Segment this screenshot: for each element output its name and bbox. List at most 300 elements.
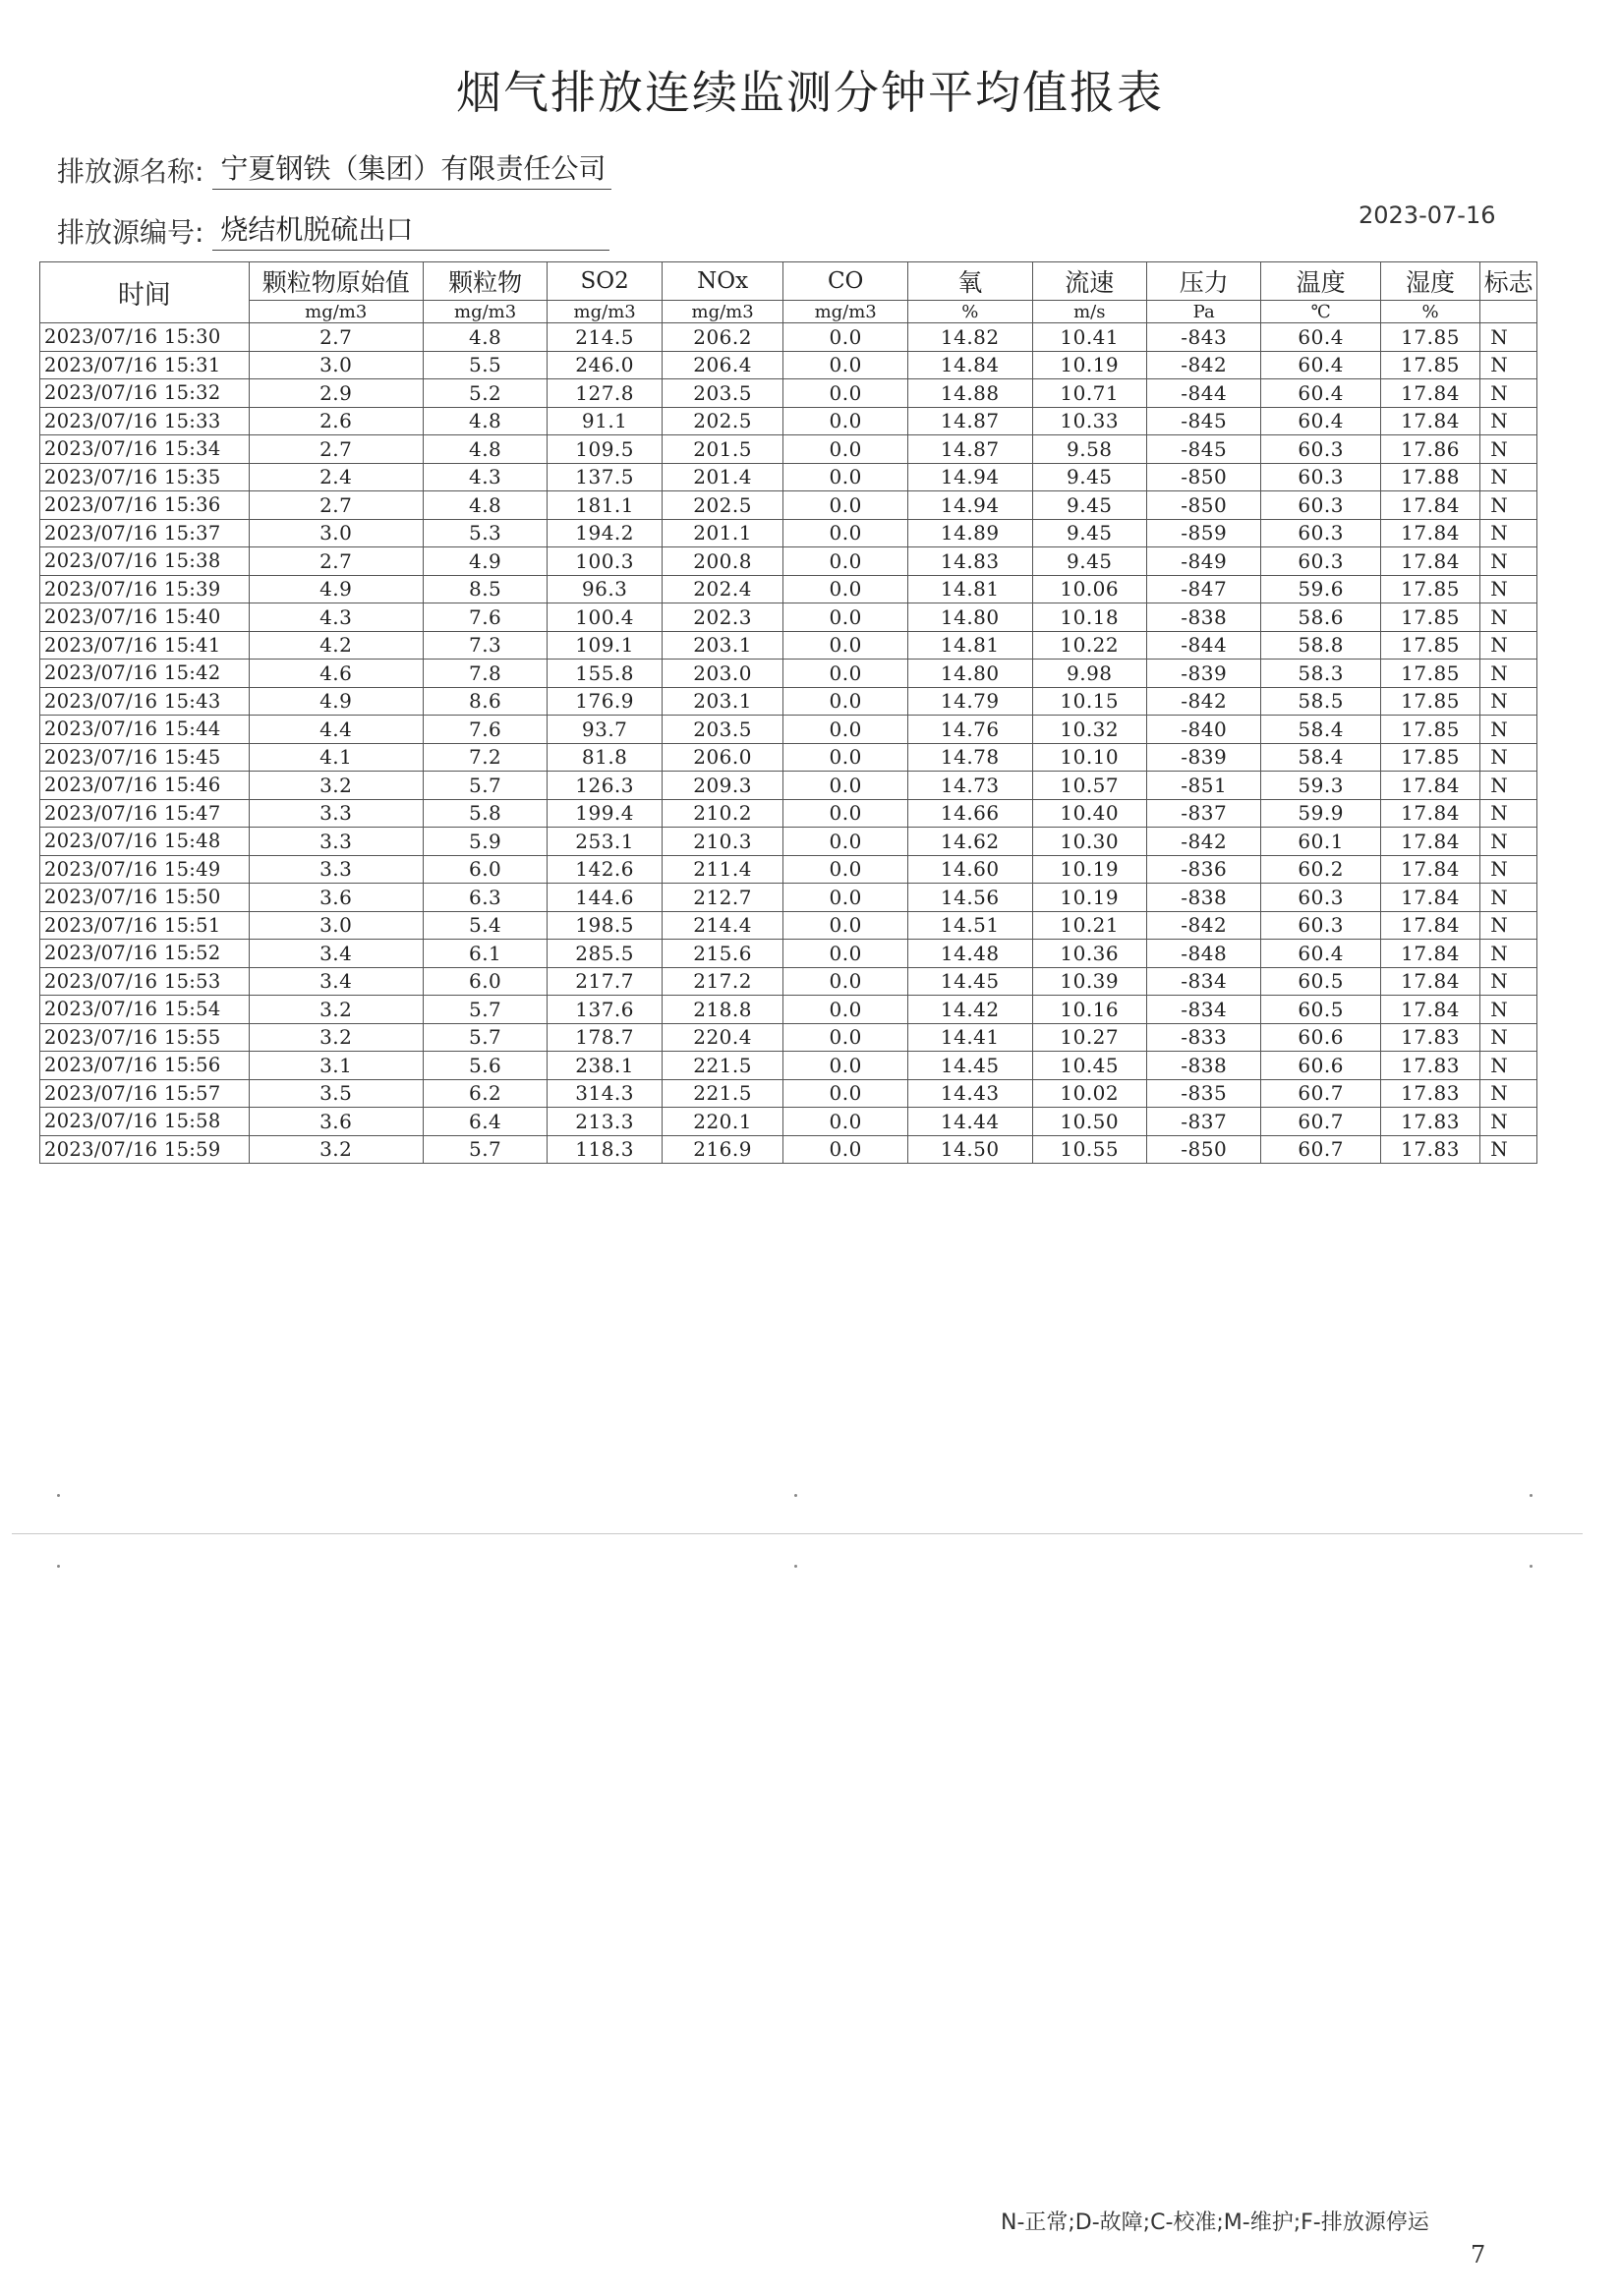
table-row [40,884,1537,912]
flag-cell: N [1480,323,1537,352]
particulate-cell: 5.3 [423,519,548,547]
flag-cell: N [1480,743,1537,772]
oxygen-cell: 14.42 [907,996,1032,1024]
humidity-cell: 17.85 [1380,716,1479,744]
oxygen-cell: 14.82 [907,323,1032,352]
pressure-cell: -842 [1146,351,1260,379]
raw-particulate-cell: 2.6 [249,407,423,435]
particulate-cell: 6.0 [423,967,548,996]
flow-rate-cell: 10.19 [1032,351,1146,379]
flag-cell: N [1480,1108,1537,1136]
so2-cell: 137.5 [548,463,662,491]
table-body [40,323,1537,1164]
table-row [40,1108,1537,1136]
oxygen-cell: 14.60 [907,855,1032,884]
pressure-cell: -851 [1146,772,1260,800]
flow-rate-cell: 10.22 [1032,631,1146,660]
humidity-cell: 17.84 [1380,547,1479,576]
flow-rate-cell: 10.39 [1032,967,1146,996]
pressure-cell: -844 [1146,631,1260,660]
oxygen-cell: 14.73 [907,772,1032,800]
humidity-cell: 17.84 [1380,884,1479,912]
table-row [40,1079,1537,1108]
raw-particulate-cell: 4.4 [249,716,423,744]
nox-cell: 201.4 [662,463,783,491]
temperature-cell: 60.6 [1261,1023,1381,1052]
temperature-cell: 60.3 [1261,547,1381,576]
humidity-cell: 17.84 [1380,855,1479,884]
temperature-cell: 59.9 [1261,799,1381,828]
flow-rate-cell: 10.15 [1032,687,1146,716]
flag-cell: N [1480,1052,1537,1080]
nox-cell: 202.5 [662,491,783,520]
pressure-cell: -842 [1146,828,1260,856]
co-cell: 0.0 [783,1108,908,1136]
so2-cell: 155.8 [548,660,662,688]
co-cell: 0.0 [783,660,908,688]
header-oxygen: 氧 [907,262,1032,301]
co-cell: 0.0 [783,996,908,1024]
nox-cell: 206.2 [662,323,783,352]
particulate-cell: 7.6 [423,603,548,632]
flow-rate-cell: 10.45 [1032,1052,1146,1080]
table-row [40,996,1537,1024]
flag-cell: N [1480,996,1537,1024]
co-cell: 0.0 [783,799,908,828]
so2-cell: 109.5 [548,435,662,464]
temperature-cell: 60.3 [1261,884,1381,912]
temperature-cell: 58.3 [1261,660,1381,688]
flow-rate-cell: 10.36 [1032,940,1146,968]
oxygen-cell: 14.83 [907,547,1032,576]
flag-cell: N [1480,799,1537,828]
oxygen-cell: 14.78 [907,743,1032,772]
temperature-cell: 60.1 [1261,828,1381,856]
co-cell: 0.0 [783,379,908,408]
particulate-cell: 6.3 [423,884,548,912]
temperature-cell: 59.3 [1261,772,1381,800]
pressure-cell: -848 [1146,940,1260,968]
nox-cell: 209.3 [662,772,783,800]
raw-particulate-cell: 3.3 [249,855,423,884]
humidity-cell: 17.84 [1380,940,1479,968]
raw-particulate-cell: 2.7 [249,547,423,576]
oxygen-cell: 14.66 [907,799,1032,828]
time-cell: 2023/07/16 15:50 [40,884,250,912]
raw-particulate-cell: 3.2 [249,1023,423,1052]
co-cell: 0.0 [783,1023,908,1052]
flow-rate-cell: 9.45 [1032,519,1146,547]
co-cell: 0.0 [783,519,908,547]
temperature-cell: 60.4 [1261,323,1381,352]
scan-speck [57,1565,60,1568]
humidity-cell: 17.83 [1380,1108,1479,1136]
time-cell: 2023/07/16 15:38 [40,547,250,576]
time-cell: 2023/07/16 15:44 [40,716,250,744]
page-number: 7 [1471,2241,1486,2268]
header-row [40,262,1537,301]
so2-cell: 96.3 [548,575,662,603]
flow-rate-cell: 9.98 [1032,660,1146,688]
table-row [40,435,1537,464]
temperature-cell: 60.3 [1261,519,1381,547]
pressure-cell: -835 [1146,1079,1260,1108]
nox-cell: 215.6 [662,940,783,968]
temperature-cell: 60.7 [1261,1108,1381,1136]
nox-cell: 221.5 [662,1052,783,1080]
oxygen-cell: 14.45 [907,967,1032,996]
source-code-row [57,208,609,251]
particulate-cell: 4.8 [423,491,548,520]
particulate-cell: 6.1 [423,940,548,968]
table-row [40,911,1537,940]
pressure-cell: -838 [1146,1052,1260,1080]
humidity-cell: 17.88 [1380,463,1479,491]
particulate-cell: 5.7 [423,772,548,800]
humidity-cell: 17.85 [1380,743,1479,772]
table-row [40,407,1537,435]
flow-rate-cell: 10.06 [1032,575,1146,603]
flag-cell: N [1480,716,1537,744]
raw-particulate-cell: 2.7 [249,323,423,352]
nox-cell: 214.4 [662,911,783,940]
table-row [40,379,1537,408]
table-row [40,519,1537,547]
time-cell: 2023/07/16 15:47 [40,799,250,828]
particulate-cell: 4.8 [423,407,548,435]
flag-cell: N [1480,660,1537,688]
particulate-cell: 5.2 [423,379,548,408]
flag-cell: N [1480,1023,1537,1052]
humidity-cell: 17.86 [1380,435,1479,464]
humidity-cell: 17.84 [1380,799,1479,828]
flow-rate-cell: 10.19 [1032,855,1146,884]
oxygen-cell: 14.56 [907,884,1032,912]
time-cell: 2023/07/16 15:40 [40,603,250,632]
oxygen-cell: 14.94 [907,463,1032,491]
unit-flag [1480,301,1537,323]
pressure-cell: -850 [1146,491,1260,520]
particulate-cell: 7.3 [423,631,548,660]
particulate-cell: 5.5 [423,351,548,379]
time-cell: 2023/07/16 15:41 [40,631,250,660]
particulate-cell: 5.8 [423,799,548,828]
co-cell: 0.0 [783,687,908,716]
co-cell: 0.0 [783,603,908,632]
temperature-cell: 60.3 [1261,911,1381,940]
flag-legend: N-正常;D-故障;C-校准;M-维护;F-排放源停运 [1001,2210,1429,2235]
time-cell: 2023/07/16 15:33 [40,407,250,435]
pressure-cell: -842 [1146,911,1260,940]
particulate-cell: 5.6 [423,1052,548,1080]
pressure-cell: -834 [1146,996,1260,1024]
pressure-cell: -859 [1146,519,1260,547]
flow-rate-cell: 10.57 [1032,772,1146,800]
so2-cell: 118.3 [548,1135,662,1164]
so2-cell: 213.3 [548,1108,662,1136]
oxygen-cell: 14.81 [907,631,1032,660]
particulate-cell: 4.3 [423,463,548,491]
table-row [40,603,1537,632]
unit-particulate: mg/m3 [423,301,548,323]
raw-particulate-cell: 3.2 [249,996,423,1024]
pressure-cell: -839 [1146,660,1260,688]
particulate-cell: 6.4 [423,1108,548,1136]
flag-cell: N [1480,603,1537,632]
co-cell: 0.0 [783,1079,908,1108]
so2-cell: 253.1 [548,828,662,856]
flag-cell: N [1480,967,1537,996]
table-row [40,323,1537,352]
flow-rate-cell: 10.32 [1032,716,1146,744]
flag-cell: N [1480,855,1537,884]
nox-cell: 212.7 [662,884,783,912]
so2-cell: 137.6 [548,996,662,1024]
flow-rate-cell: 10.16 [1032,996,1146,1024]
particulate-cell: 4.8 [423,323,548,352]
raw-particulate-cell: 3.3 [249,799,423,828]
header-so2: SO2 [548,262,662,301]
nox-cell: 217.2 [662,967,783,996]
co-cell: 0.0 [783,323,908,352]
so2-cell: 217.7 [548,967,662,996]
scan-speck [1530,1494,1533,1497]
raw-particulate-cell: 3.4 [249,940,423,968]
temperature-cell: 60.5 [1261,967,1381,996]
raw-particulate-cell: 3.0 [249,519,423,547]
flag-cell: N [1480,463,1537,491]
particulate-cell: 5.7 [423,1023,548,1052]
oxygen-cell: 14.80 [907,603,1032,632]
so2-cell: 91.1 [548,407,662,435]
oxygen-cell: 14.80 [907,660,1032,688]
oxygen-cell: 14.44 [907,1108,1032,1136]
monitoring-table [39,261,1537,1164]
pressure-cell: -847 [1146,575,1260,603]
temperature-cell: 58.6 [1261,603,1381,632]
time-cell: 2023/07/16 15:55 [40,1023,250,1052]
oxygen-cell: 14.94 [907,491,1032,520]
co-cell: 0.0 [783,463,908,491]
unit-raw-particulate: mg/m3 [249,301,423,323]
oxygen-cell: 14.45 [907,1052,1032,1080]
humidity-cell: 17.84 [1380,967,1479,996]
humidity-cell: 17.84 [1380,491,1479,520]
scan-fold-line [12,1533,1583,1534]
temperature-cell: 60.3 [1261,491,1381,520]
temperature-cell: 60.4 [1261,379,1381,408]
source-code-value: 烧结机脱硫出口 [212,208,609,251]
nox-cell: 203.5 [662,379,783,408]
flow-rate-cell: 10.40 [1032,799,1146,828]
oxygen-cell: 14.84 [907,351,1032,379]
oxygen-cell: 14.41 [907,1023,1032,1052]
raw-particulate-cell: 4.9 [249,575,423,603]
flow-rate-cell: 10.02 [1032,1079,1146,1108]
oxygen-cell: 14.87 [907,407,1032,435]
temperature-cell: 58.4 [1261,716,1381,744]
nox-cell: 202.5 [662,407,783,435]
unit-so2: mg/m3 [548,301,662,323]
temperature-cell: 60.5 [1261,996,1381,1024]
humidity-cell: 17.84 [1380,911,1479,940]
time-cell: 2023/07/16 15:59 [40,1135,250,1164]
time-cell: 2023/07/16 15:45 [40,743,250,772]
flag-cell: N [1480,351,1537,379]
co-cell: 0.0 [783,491,908,520]
nox-cell: 202.3 [662,603,783,632]
time-cell: 2023/07/16 15:58 [40,1108,250,1136]
co-cell: 0.0 [783,1135,908,1164]
nox-cell: 206.4 [662,351,783,379]
report-title: 烟气排放连续监测分钟平均值报表 [456,66,1164,119]
co-cell: 0.0 [783,407,908,435]
pressure-cell: -850 [1146,463,1260,491]
raw-particulate-cell: 3.3 [249,828,423,856]
time-cell: 2023/07/16 15:35 [40,463,250,491]
co-cell: 0.0 [783,1052,908,1080]
flag-cell: N [1480,491,1537,520]
nox-cell: 200.8 [662,547,783,576]
flow-rate-cell: 9.58 [1032,435,1146,464]
oxygen-cell: 14.76 [907,716,1032,744]
so2-cell: 285.5 [548,940,662,968]
raw-particulate-cell: 3.6 [249,884,423,912]
nox-cell: 211.4 [662,855,783,884]
co-cell: 0.0 [783,828,908,856]
particulate-cell: 4.9 [423,547,548,576]
so2-cell: 194.2 [548,519,662,547]
flow-rate-cell: 10.27 [1032,1023,1146,1052]
so2-cell: 142.6 [548,855,662,884]
raw-particulate-cell: 4.3 [249,603,423,632]
co-cell: 0.0 [783,547,908,576]
pressure-cell: -834 [1146,967,1260,996]
nox-cell: 210.3 [662,828,783,856]
flag-cell: N [1480,379,1537,408]
source-name-label: 排放源名称: [57,155,204,188]
time-cell: 2023/07/16 15:46 [40,772,250,800]
particulate-cell: 5.4 [423,911,548,940]
unit-nox: mg/m3 [662,301,783,323]
nox-cell: 218.8 [662,996,783,1024]
oxygen-cell: 14.87 [907,435,1032,464]
flow-rate-cell: 10.33 [1032,407,1146,435]
source-name-value: 宁夏钢铁（集团）有限责任公司 [212,147,611,190]
flow-rate-cell: 10.30 [1032,828,1146,856]
table-row [40,631,1537,660]
temperature-cell: 60.4 [1261,351,1381,379]
particulate-cell: 5.7 [423,1135,548,1164]
pressure-cell: -849 [1146,547,1260,576]
flow-rate-cell: 10.10 [1032,743,1146,772]
humidity-cell: 17.84 [1380,407,1479,435]
pressure-cell: -838 [1146,884,1260,912]
header-nox: NOx [662,262,783,301]
oxygen-cell: 14.81 [907,575,1032,603]
nox-cell: 201.5 [662,435,783,464]
temperature-cell: 59.6 [1261,575,1381,603]
table-row [40,491,1537,520]
oxygen-cell: 14.48 [907,940,1032,968]
particulate-cell: 5.7 [423,996,548,1024]
particulate-cell: 5.9 [423,828,548,856]
table-row [40,1052,1537,1080]
co-cell: 0.0 [783,575,908,603]
header-time: 时间 [40,262,250,323]
raw-particulate-cell: 2.7 [249,435,423,464]
so2-cell: 100.3 [548,547,662,576]
table-row [40,1135,1537,1164]
humidity-cell: 17.84 [1380,519,1479,547]
co-cell: 0.0 [783,967,908,996]
time-cell: 2023/07/16 15:43 [40,687,250,716]
raw-particulate-cell: 3.6 [249,1108,423,1136]
flag-cell: N [1480,547,1537,576]
table-row [40,575,1537,603]
unit-pressure: Pa [1146,301,1260,323]
table-row [40,716,1537,744]
co-cell: 0.0 [783,435,908,464]
header-raw-particulate: 颗粒物原始值 [249,262,423,301]
humidity-cell: 17.85 [1380,323,1479,352]
so2-cell: 127.8 [548,379,662,408]
pressure-cell: -839 [1146,743,1260,772]
nox-cell: 203.1 [662,631,783,660]
table-row [40,855,1537,884]
humidity-cell: 17.85 [1380,603,1479,632]
humidity-cell: 17.83 [1380,1052,1479,1080]
flag-cell: N [1480,884,1537,912]
particulate-cell: 6.0 [423,855,548,884]
flag-cell: N [1480,1135,1537,1164]
flow-rate-cell: 10.19 [1032,884,1146,912]
flow-rate-cell: 10.55 [1032,1135,1146,1164]
pressure-cell: -842 [1146,687,1260,716]
particulate-cell: 6.2 [423,1079,548,1108]
time-cell: 2023/07/16 15:34 [40,435,250,464]
temperature-cell: 60.2 [1261,855,1381,884]
nox-cell: 203.5 [662,716,783,744]
temperature-cell: 60.4 [1261,407,1381,435]
unit-humidity: % [1380,301,1479,323]
humidity-cell: 17.84 [1380,772,1479,800]
time-cell: 2023/07/16 15:48 [40,828,250,856]
time-cell: 2023/07/16 15:49 [40,855,250,884]
humidity-cell: 17.84 [1380,996,1479,1024]
raw-particulate-cell: 4.9 [249,687,423,716]
temperature-cell: 60.4 [1261,940,1381,968]
flag-cell: N [1480,772,1537,800]
time-cell: 2023/07/16 15:42 [40,660,250,688]
nox-cell: 220.1 [662,1108,783,1136]
pressure-cell: -845 [1146,435,1260,464]
nox-cell: 206.0 [662,743,783,772]
flag-cell: N [1480,687,1537,716]
oxygen-cell: 14.43 [907,1079,1032,1108]
time-cell: 2023/07/16 15:37 [40,519,250,547]
raw-particulate-cell: 3.1 [249,1052,423,1080]
flow-rate-cell: 10.21 [1032,911,1146,940]
flow-rate-cell: 9.45 [1032,491,1146,520]
nox-cell: 203.0 [662,660,783,688]
pressure-cell: -850 [1146,1135,1260,1164]
header-particulate: 颗粒物 [423,262,548,301]
scan-speck [1530,1565,1533,1568]
time-cell: 2023/07/16 15:30 [40,323,250,352]
flag-cell: N [1480,911,1537,940]
header-humidity: 湿度 [1380,262,1479,301]
